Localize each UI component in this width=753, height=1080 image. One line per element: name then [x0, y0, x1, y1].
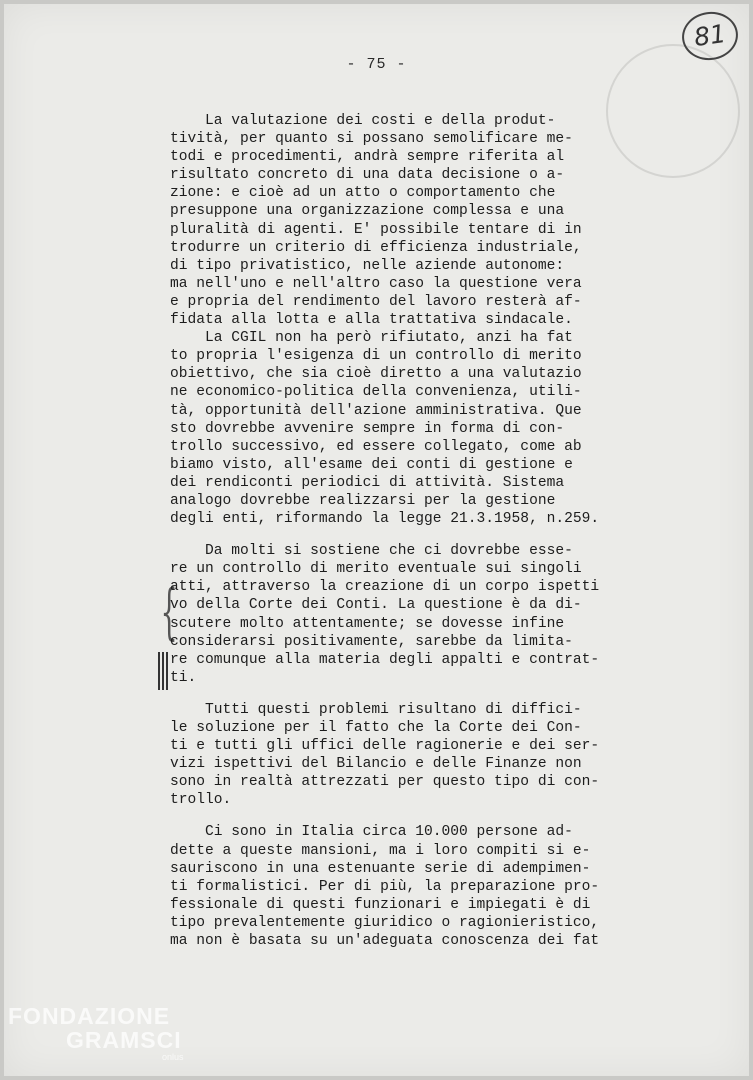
text-line: obiettivo, che sia cioè diretto a una valutazio	[170, 366, 582, 383]
text-line: re un controllo di merito eventuale sui singoli	[170, 561, 582, 578]
text-line: todi e procedimenti, andrà sempre riferita al	[170, 149, 565, 166]
margin-brace-mark-icon: {	[160, 577, 178, 647]
text-line: e propria del rendimento del lavoro resterà af-	[170, 293, 582, 310]
text-line: Ci sono in Italia circa 10.000 persone ad-	[170, 824, 573, 841]
text-line: ti.	[170, 669, 197, 686]
text-line: vizi ispettivi del Bilancio e delle Finanze non	[170, 756, 582, 773]
text-line: trodurre un criterio di efficienza industriale,	[170, 239, 582, 256]
text-line: degli enti, riformando la legge 21.3.1958, n.259.	[170, 511, 600, 528]
paragraph	[170, 542, 640, 687]
text-line: ti e tutti gli uffici delle ragionerie e dei ser-	[170, 738, 600, 755]
text-line: sauriscono in una estenuante serie di adempimen-	[170, 860, 591, 877]
text-line: ti formalistici. Per di più, la preparazione pro-	[170, 878, 600, 895]
text-line: atti, attraverso la creazione di un corpo ispetti	[170, 579, 600, 596]
fondazione-gramsci-watermark	[8, 1004, 184, 1062]
watermark-line-3: onlus	[162, 1052, 184, 1062]
paragraph	[170, 112, 640, 329]
text-line: sono in realtà attrezzati per questo tipo di con-	[170, 774, 600, 791]
watermark-line-1: FONDAZIONE	[8, 1003, 171, 1029]
text-line: dei rendiconti periodici di attività. Sistema	[170, 474, 565, 491]
text-line: tà, opportunità dell'azione amministrativa. Que	[170, 402, 582, 419]
watermark-line-2: GRAMSCI	[66, 1027, 182, 1053]
text-line: trollo successivo, ed essere collegato, come ab	[170, 438, 582, 455]
text-line: di tipo privatistico, nelle aziende autonome:	[170, 257, 565, 274]
paragraph	[170, 823, 640, 950]
text-line: tipo prevalentemente giuridico o ragionieristico,	[170, 914, 600, 931]
body-text	[170, 112, 640, 950]
text-line: Tutti questi problemi risultano di diffici-	[170, 701, 582, 718]
paragraph	[170, 329, 640, 528]
text-line: zione: e cioè ad un atto o comportamento che	[170, 185, 556, 202]
text-line: to propria l'esigenza di un controllo di merito	[170, 348, 582, 365]
text-line: pluralità di agenti. E' possibile tentare di in	[170, 221, 582, 238]
text-line: ne economico-politica della convenienza, utili-	[170, 384, 582, 401]
text-line: trollo.	[170, 792, 232, 809]
text-line: tività, per quanto si possano semolificare me-	[170, 131, 573, 148]
text-line: La CGIL non ha però rifiutato, anzi ha fat	[170, 330, 573, 347]
text-line: vo della Corte dei Conti. La questione è da di-	[170, 597, 582, 614]
text-line: ma non è basata su un'adeguata conoscenza dei fat	[170, 933, 600, 950]
text-line: biamo visto, all'esame dei conti di gestione e	[170, 456, 573, 473]
text-line: ma nell'uno e nell'altro caso la questione vera	[170, 275, 582, 292]
document-page	[4, 4, 749, 1076]
text-line: presuppone una organizzazione complessa e una	[170, 203, 565, 220]
paragraph	[170, 701, 640, 810]
text-line: analogo dovrebbe realizzarsi per la gestione	[170, 492, 556, 509]
page-number: - 75 -	[346, 56, 407, 73]
text-line: fidata alla lotta e alla trattativa sindacale.	[170, 312, 573, 329]
text-line: La valutazione dei costi e della produt-	[170, 113, 556, 129]
paragraph-gap	[170, 687, 640, 701]
paragraph-gap	[170, 528, 640, 542]
text-line: risultato concreto di una data decisione o a-	[170, 167, 565, 184]
text-line: le soluzione per il fatto che la Corte dei Con-	[170, 720, 582, 736]
text-line: re comunque alla materia degli appalti e contrat-	[170, 651, 600, 668]
margin-bars-mark-icon	[156, 652, 170, 690]
text-line: considerarsi positivamente, sarebbe da limita-	[170, 633, 573, 650]
text-line: scutere molto attentamente; se dovesse infine	[170, 615, 565, 632]
text-line: sto dovrebbe avvenire sempre in forma di con-	[170, 420, 565, 437]
text-line: dette a queste mansioni, ma i loro compiti si e-	[170, 842, 591, 859]
paragraph-gap	[170, 809, 640, 823]
text-line: fessionale di questi funzionari e impiegati è di	[170, 896, 591, 913]
text-line: Da molti si sostiene che ci dovrebbe esse-	[170, 543, 573, 560]
archive-number-circle: 81	[679, 8, 741, 63]
